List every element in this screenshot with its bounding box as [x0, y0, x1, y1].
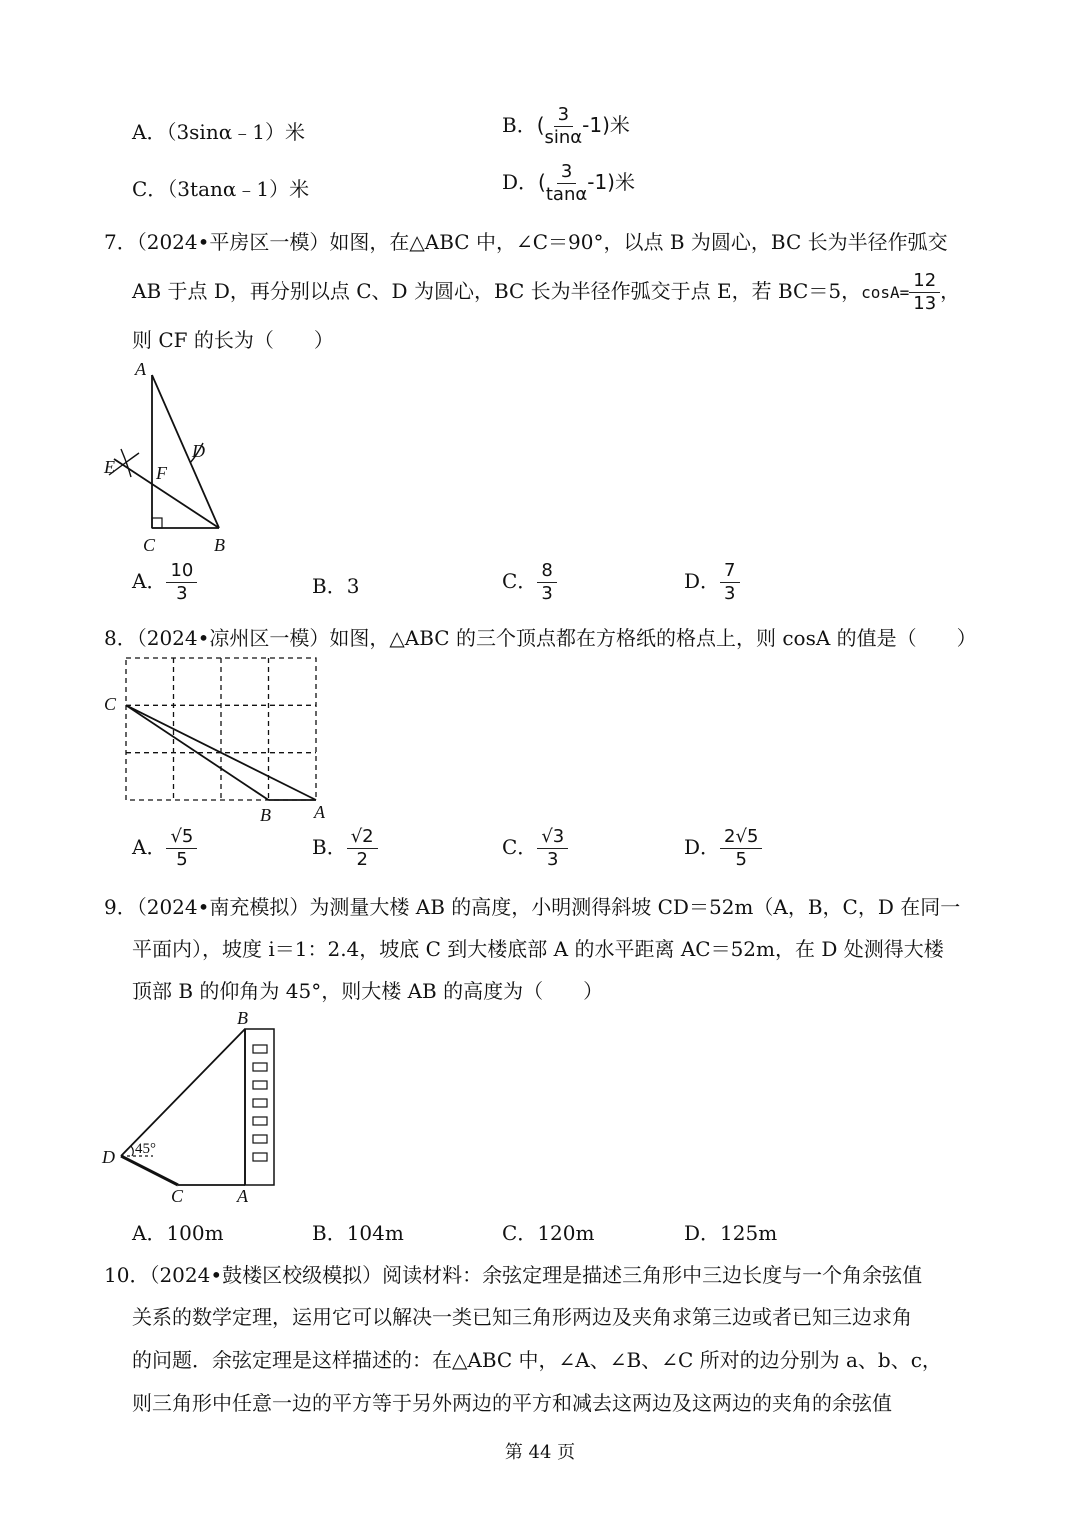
- q8-option-a: A． $\frac{√5}{5}$: [132, 828, 197, 869]
- q6-option-d-fraction: $\frac{3}{\tan\alpha}$: [545, 161, 588, 205]
- q8-option-d: D． $\frac{2√5}{5}$: [684, 828, 762, 869]
- q9-label-b: B: [237, 1008, 248, 1028]
- q8-grid: [126, 658, 316, 800]
- q9-option-d: D．125m: [684, 1221, 778, 1245]
- q8-option-c: C． $\frac{√3}{3}$: [502, 828, 568, 869]
- q9-line-1: 9．（2024•南充模拟）为测量大楼 AB 的高度，小明测得斜坡 CD＝52m（A，B，C，D 在同一: [104, 895, 961, 919]
- q9-figure: [95, 1005, 295, 1210]
- q6-option-c: C．（3tanα﹣1）米: [132, 177, 310, 201]
- q7-option-d: D． $\frac{7}{3}$: [684, 562, 740, 603]
- q9-label-c: C: [171, 1186, 184, 1206]
- q8-label-b: B: [260, 805, 271, 825]
- q8-option-b: B． $\frac{√2}{2}$: [312, 828, 378, 869]
- q6-option-b-letter: B．: [502, 113, 537, 137]
- q9-line-2: 平面内），坡度 i＝1：2.4，坡底 C 到大楼底部 A 的水平距离 AC＝52m，在 D 处测得大楼: [132, 937, 944, 961]
- q7-option-c: C． $\frac{8}{3}$: [502, 562, 557, 603]
- q7-option-b: B．3: [312, 574, 360, 598]
- q7-label-d: D: [192, 441, 205, 461]
- q6-option-b: B．( $\frac{3}{\sin\alpha}$ -1)米: [502, 104, 630, 148]
- q9-line-3: 顶部 B 的仰角为 45°，则大楼 AB 的高度为（ ）: [132, 979, 604, 1003]
- q10-line-3: 的问题．余弦定理是这样描述的：在△ABC 中，∠A、∠B、∠C 所对的边分别为 a、b、c，: [132, 1348, 942, 1372]
- q9-label-d: D: [102, 1147, 115, 1167]
- q8-line-1: 8．（2024•凉州区一模）如图，△ABC 的三个顶点都在方格纸的格点上，则 cosA 的值是（ ）: [104, 626, 977, 650]
- q10-line-2: 关系的数学定理，运用它可以解决一类已知三角形两边及夹角求第三边或者已知三边求角: [132, 1305, 912, 1329]
- q7-label-f: F: [156, 463, 167, 483]
- q7-label-e: E: [104, 457, 115, 477]
- page-number: 第 44 页: [504, 1442, 576, 1463]
- q7-cos-fraction: $\frac{12}{13}$: [909, 272, 940, 313]
- q10-line-1: 10．（2024•鼓楼区校级模拟）阅读材料：余弦定理是描述三角形中三边长度与一个角余弦值: [104, 1263, 923, 1287]
- q7-line-3: 则 CF 的长为（ ）: [132, 328, 334, 352]
- q10-line-4: 则三角形中任意一边的平方等于另外两边的平方和减去这两边及这两边的夹角的余弦值: [132, 1391, 892, 1415]
- q8-label-a: A: [314, 802, 325, 822]
- q7-option-a: A． $\frac{10}{3}$: [132, 562, 197, 603]
- q6-option-a: A．（3sinα﹣1）米: [132, 120, 305, 144]
- q7-line-1: 7．（2024•平房区一模）如图，在△ABC 中，∠C＝90°，以点 B 为圆心，BC 长为半径作弧交: [104, 230, 948, 254]
- q7-label-a: A: [135, 359, 146, 379]
- q7-label-c: C: [143, 535, 156, 555]
- q9-option-b: B．104m: [312, 1221, 404, 1245]
- q6-option-d: D．( $\frac{3}{\tan\alpha}$ -1)米: [502, 161, 635, 205]
- q9-label-a: A: [237, 1186, 248, 1206]
- q6-option-b-fraction: $\frac{3}{\sin\alpha}$: [544, 104, 583, 148]
- q7-line-2: AB 于点 D，再分别以点 C、D 为圆心，BC 长为半径作弧交于点 E，若 BC＝5，cosA= $\frac{12}{13}$ ，: [132, 270, 961, 314]
- q8-label-c: C: [104, 694, 117, 714]
- q7-figure: [95, 355, 245, 560]
- q9-angle-label: 45°: [135, 1141, 156, 1157]
- q8-figure: [95, 650, 335, 830]
- q7-label-b: B: [214, 535, 225, 555]
- q9-option-a: A．100m: [132, 1221, 224, 1245]
- q6-option-d-letter: D．: [502, 170, 539, 194]
- q9-building-windows: [253, 1045, 267, 1161]
- q9-option-c: C．120m: [502, 1221, 595, 1245]
